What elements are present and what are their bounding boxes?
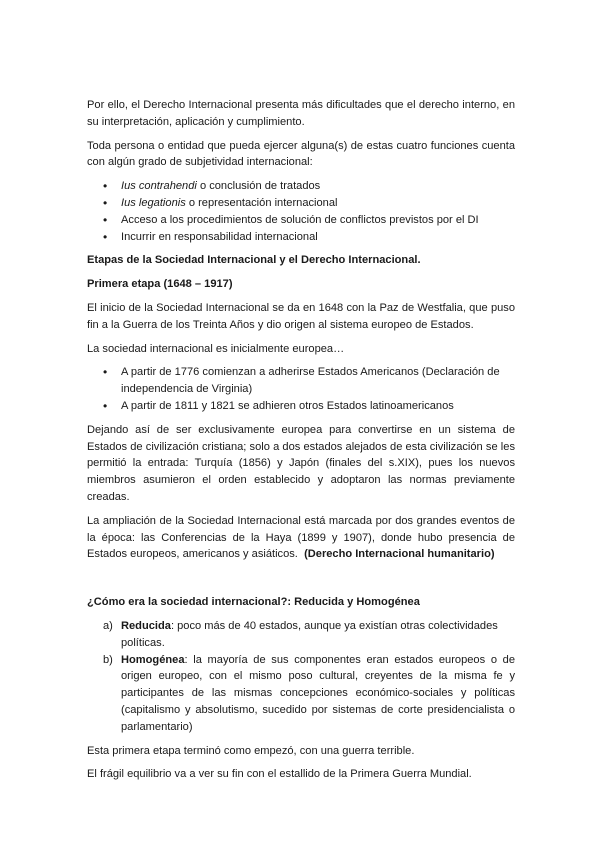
list-item-italic: Ius contrahendi (121, 180, 197, 193)
intro-paragraph-2: Toda persona o entidad que pueda ejercer alguna(s) de estas cuatro funciones cuenta con algún grado de subjetividad internacional: (87, 139, 515, 169)
functions-list (87, 178, 515, 245)
list-item (87, 618, 515, 652)
section-paragraph-4 (87, 513, 515, 563)
adhesion-list (87, 364, 515, 414)
list-item-text: : la mayoría de sus componentes eran estados europeos o de origen europeo, con el mismo poso cultural, creyentes de la misma fe y participantes de las mismas concepciones económico-sociales y políticas (capitalismo y absolutismo, sucedido por sistemas de corte presidencialista o parlamentario) (121, 653, 515, 733)
list-marker: b) (103, 653, 113, 666)
list-item (87, 212, 515, 229)
section-subheading: Primera etapa (1648 – 1917) (87, 278, 233, 291)
society-list (87, 618, 515, 736)
list-item (87, 195, 515, 212)
list-item: • A partir de 1811 y 1821 se adhieren otros Estados latinoamericanos (87, 398, 515, 415)
paragraph-bold-note: (Derecho Internacional humanitario) (304, 548, 495, 561)
list-item (87, 652, 515, 736)
list-item-italic: Ius legationis (121, 196, 186, 209)
list-item-term: Reducida (121, 619, 171, 632)
list-item-text: Acceso a los procedimientos de solución de conflictos previstos por el DI (121, 213, 479, 226)
intro-paragraph-1: Por ello, el Derecho Internacional presenta más dificultades que el derecho interno, en su interpretación, aplicación y cumplimiento. (87, 99, 515, 128)
document-page (87, 97, 515, 790)
section-paragraph-2: La sociedad internacional es inicialmente europea… (87, 342, 345, 355)
section-paragraph-3: Dejando así de ser exclusivamente europea para convertirse en un sistema de Estados de civilización cristiana; solo a dos estados alejados de esta civilización se les permitió la entrada: Turquía (1856) y Japón (finales del s.XIX), pues los nuevos miembros asumieron el orden establecido y adoptaron las normas previamente creadas. (87, 423, 515, 503)
list-item (87, 178, 515, 195)
society-paragraph-2: El frágil equilibrio va a ver su fin con el estallido de la Primera Guerra Mundial. (87, 768, 472, 781)
list-item-text: o conclusión de tratados (196, 180, 321, 193)
society-heading: ¿Cómo era la sociedad internacional?: Reducida y Homogénea (87, 596, 420, 609)
list-marker: a) (103, 619, 113, 632)
list-item (87, 229, 515, 246)
list-item-text: Incurrir en responsabilidad internacional (121, 230, 318, 243)
list-item-text: o representación internacional (185, 196, 338, 209)
section-paragraph-1: El inicio de la Sociedad Internacional se da en 1648 con la Paz de Westfalia, que puso fin a la Guerra de los Treinta Años y dio origen al sistema europeo de Estados. (87, 301, 515, 331)
list-item-term: Homogénea (121, 653, 185, 666)
list-item: • A partir de 1776 comienzan a adherirse Estados Americanos (Declaración de independencia de Virginia) (87, 364, 515, 398)
society-paragraph-1: Esta primera etapa terminó como empezó, con una guerra terrible. (87, 744, 415, 757)
list-item-text: : poco más de 40 estados, aunque ya existían otras colectividades políticas. (121, 619, 498, 649)
paragraph-text: La ampliación de la Sociedad Internacional está marcada por dos grandes eventos de la época: las Conferencias de la Haya (1899 y 1907), donde hubo presencia de Estados europeos, americanos y asiáticos. (87, 514, 515, 561)
section-heading: Etapas de la Sociedad Internacional y el Derecho Internacional. (87, 254, 421, 267)
blank-line (87, 570, 515, 594)
